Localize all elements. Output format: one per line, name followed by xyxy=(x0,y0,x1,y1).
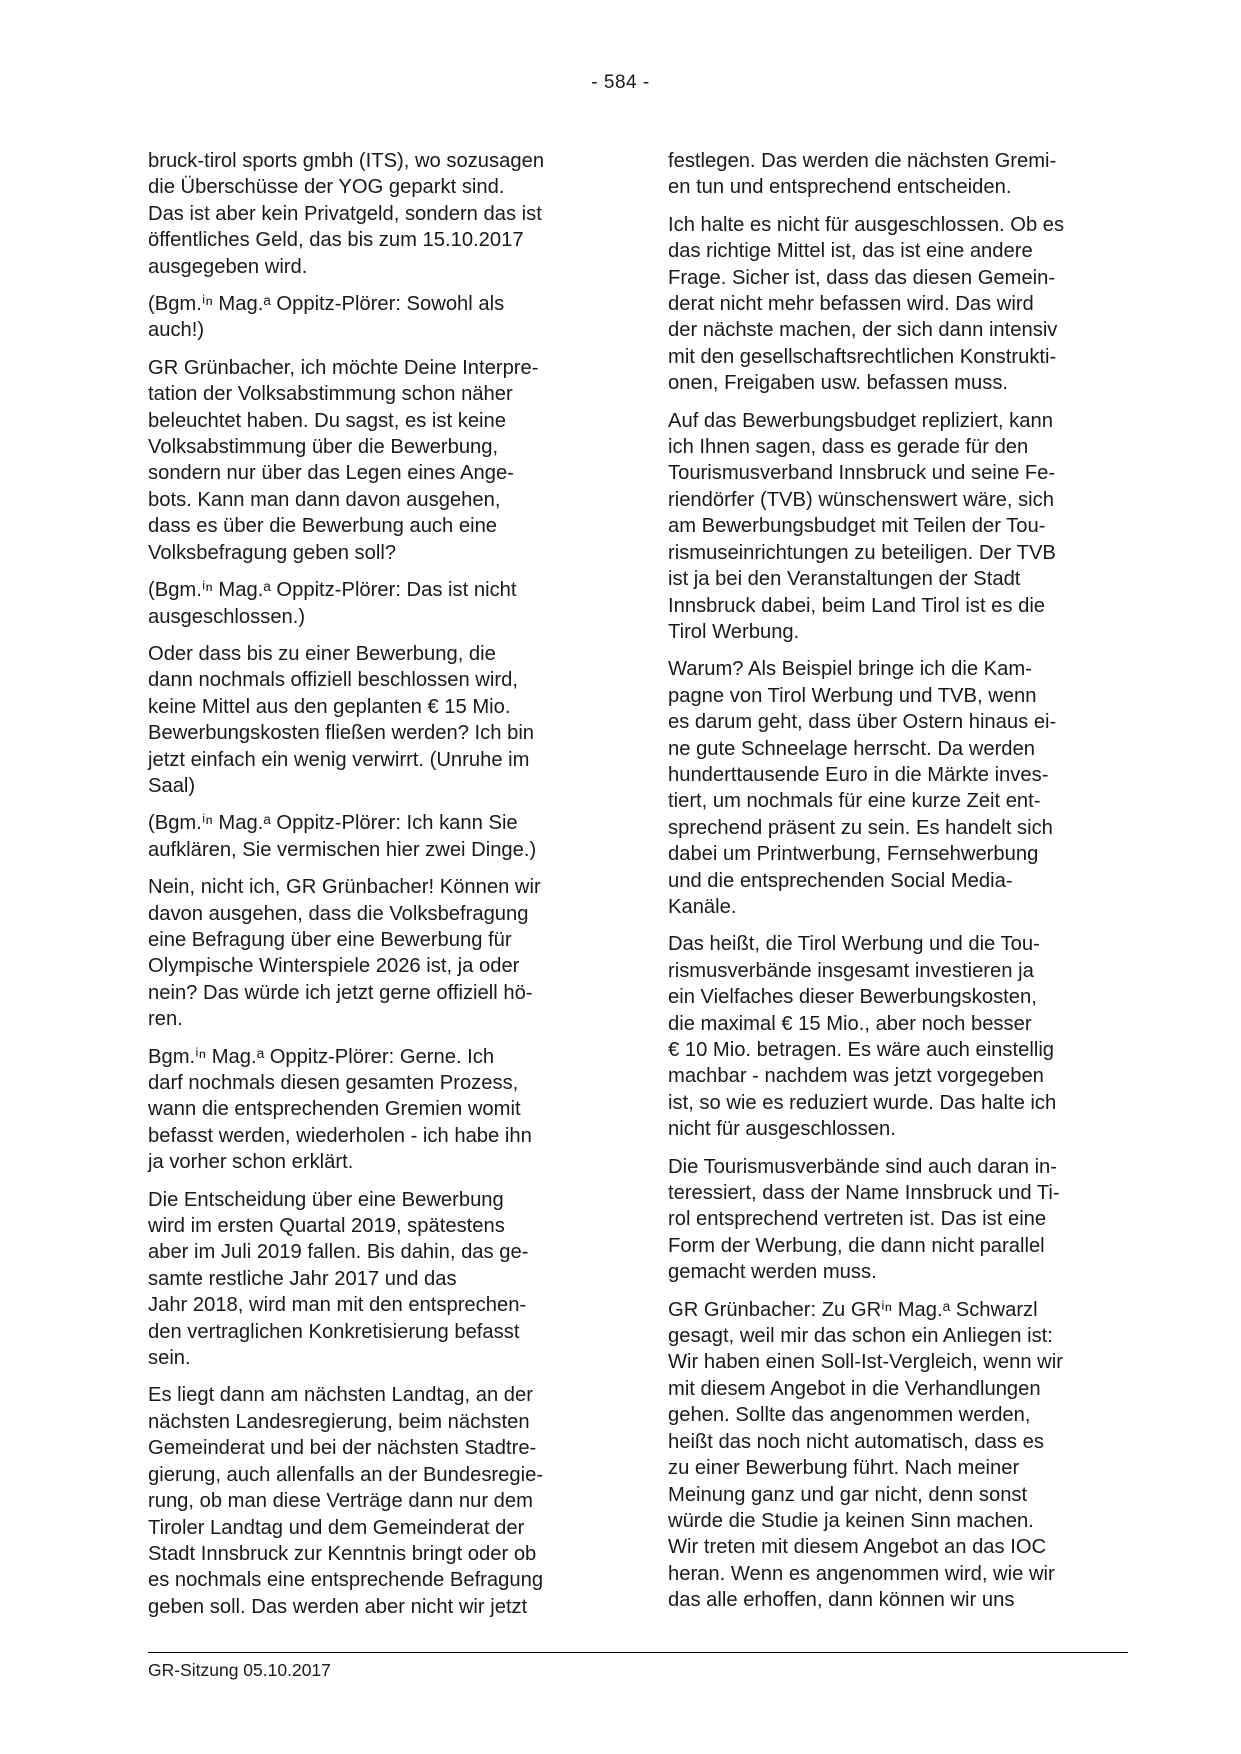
text-line: ren. xyxy=(148,1008,183,1031)
text-line: befasst werden, wiederholen - ich habe ihn xyxy=(148,1124,532,1147)
paragraph xyxy=(668,212,1128,397)
paragraph xyxy=(668,1154,1128,1286)
text-line: Kanäle. xyxy=(668,895,737,918)
paragraph xyxy=(668,656,1128,920)
text-line: Auf das Bewerbungsbudget repliziert, kann xyxy=(668,409,1053,432)
text-line: nicht für ausgeschlossen. xyxy=(668,1118,896,1141)
text-line: Nein, nicht ich, GR Grünbacher! Können wir xyxy=(148,876,541,899)
text-line: auch!) xyxy=(148,319,205,342)
text-line: Die Entscheidung über eine Bewerbung xyxy=(148,1188,504,1211)
text-line: Die Tourismusverbände sind auch daran in- xyxy=(668,1155,1058,1178)
text-line: pagne von Tirol Werbung und TVB, wenn xyxy=(668,684,1037,707)
paragraph xyxy=(148,1382,608,1620)
text-line: dabei um Printwerbung, Fernsehwerbung xyxy=(668,843,1039,866)
text-line: Gemeinderat und bei der nächsten Stadtre- xyxy=(148,1437,537,1460)
text-line: ist ja bei den Veranstaltungen der Stadt xyxy=(668,568,1021,591)
text-line: wird im ersten Quartal 2019, spätestens xyxy=(148,1215,505,1238)
text-line: Frage. Sicher ist, dass das diesen Gemein- xyxy=(668,266,1056,289)
text-line: keine Mittel aus den geplanten € 15 Mio. xyxy=(148,695,511,718)
text-line: darf nochmals diesen gesamten Prozess, xyxy=(148,1072,519,1094)
text-line: bruck-tirol sports gmbh (ITS), wo sozusagen xyxy=(148,150,545,172)
text-line: tation der Volksabstimmung schon näher xyxy=(148,383,513,406)
text-line: Oder dass bis zu einer Bewerbung, die xyxy=(148,642,496,665)
text-line: Tiroler Landtag und dem Gemeinderat der xyxy=(148,1516,525,1539)
text-line: onen, Freigaben usw. befassen muss. xyxy=(668,372,1009,395)
text-line: die Überschüsse der YOG geparkt sind. xyxy=(148,176,505,199)
text-line: derat nicht mehr befassen wird. Das wird xyxy=(668,293,1034,316)
text-line: riendörfer (TVB) wünschenswert wäre, sich xyxy=(668,488,1054,511)
text-line: mit diesem Angebot in die Verhandlungen xyxy=(668,1377,1041,1400)
text-line: Bewerbungskosten fließen werden? Ich bin xyxy=(148,722,535,745)
interjection xyxy=(148,291,608,344)
interjection xyxy=(148,810,608,863)
text-line: Wir treten mit diesem Angebot an das IOC xyxy=(668,1536,1047,1559)
text-line: rung, ob man diese Verträge dann nur dem xyxy=(148,1490,533,1513)
paragraph xyxy=(148,1187,608,1372)
text-line: Warum? Als Beispiel bringe ich die Kam- xyxy=(668,658,1032,681)
text-line: mit den gesellschaftsrechtlichen Konstrukti- xyxy=(668,345,1057,368)
text-line: GR Grünbacher, ich möchte Deine Interpre- xyxy=(148,356,539,379)
text-line: Olympische Winterspiele 2026 ist, ja oder xyxy=(148,955,520,978)
footer-session-date: GR-Sitzung 05.10.2017 xyxy=(148,1660,331,1680)
paragraph xyxy=(668,931,1128,1142)
text-line: Wir haben einen Soll-Ist-Vergleich, wenn wir xyxy=(668,1351,1063,1374)
text-line: beleuchtet haben. Du sagst, es ist keine xyxy=(148,409,506,432)
text-line: samte restliche Jahr 2017 und das xyxy=(148,1267,457,1290)
text-line: sein. xyxy=(148,1347,191,1370)
text-line: Saal) xyxy=(148,774,196,797)
text-line: machbar - nachdem was jetzt vorgegeben xyxy=(668,1065,1044,1088)
text-line: ausgegeben wird. xyxy=(148,255,308,278)
text-line: gemacht werden muss. xyxy=(668,1261,877,1284)
text-line: jetzt einfach ein wenig verwirrt. (Unruhe im xyxy=(148,748,530,771)
speaker-paragraph xyxy=(668,1297,1128,1614)
text-line: das alle erhoffen, dann können wir uns xyxy=(668,1589,1015,1612)
text-line: Meinung ganz und gar nicht, denn sonst xyxy=(668,1483,1028,1506)
text-line: Das ist aber kein Privatgeld, sondern das ist xyxy=(148,202,542,225)
text-line: nein? Das würde ich jetzt gerne offiziell hö- xyxy=(148,981,533,1004)
text-line: rismusverbände insgesamt investieren ja xyxy=(668,959,1034,982)
text-line: Jahr 2018, wird man mit den entsprechen- xyxy=(148,1294,527,1317)
interjection xyxy=(148,577,608,630)
text-line: gesagt, weil mir das schon ein Anliegen ist: xyxy=(668,1325,1053,1348)
right-column xyxy=(668,148,1128,1625)
paragraph xyxy=(148,355,608,566)
text-line: bots. Kann man dann davon ausgehen, xyxy=(148,488,501,511)
text-line: eine Befragung über eine Bewerbung für xyxy=(148,928,512,951)
text-line: davon ausgehen, dass die Volksbefragung xyxy=(148,902,529,925)
text-line: aber im Juli 2019 fallen. Bis dahin, das ge- xyxy=(148,1241,529,1264)
text-line: der nächste machen, der sich dann intensiv xyxy=(668,319,1058,342)
text-line: würde die Studie ja keinen Sinn machen. xyxy=(668,1509,1034,1532)
text-line: Bgm.ⁱⁿ Mag.ᵃ Oppitz-Plörer: Gerne. Ich xyxy=(148,1045,495,1068)
text-line: öffentliches Geld, das bis zum 15.10.2017 xyxy=(148,229,524,252)
text-line: am Bewerbungsbudget mit Teilen der Tou- xyxy=(668,515,1046,538)
text-line: sondern nur über das Legen eines Ange- xyxy=(148,462,514,485)
text-line: heißt das noch nicht automatisch, dass es xyxy=(668,1430,1044,1453)
paragraph xyxy=(668,408,1128,646)
text-line: dann nochmals offiziell beschlossen wird, xyxy=(148,669,518,692)
paragraph xyxy=(668,148,1128,201)
text-line: ja vorher schon erklärt. xyxy=(148,1151,354,1174)
text-line: heran. Wenn es angenommen wird, wie wir xyxy=(668,1562,1055,1585)
text-line: ich Ihnen sagen, dass es gerade für den xyxy=(668,436,1029,459)
left-column xyxy=(148,148,608,1631)
text-line: Ich halte es nicht für ausgeschlossen. Ob es xyxy=(668,213,1065,236)
text-line: ausgeschlossen.) xyxy=(148,605,306,628)
footer-divider xyxy=(148,1652,1128,1653)
text-line: rol entsprechend vertreten ist. Das ist eine xyxy=(668,1208,1047,1231)
text-line: es darum geht, dass über Ostern hinaus ei- xyxy=(668,711,1057,734)
text-line: gehen. Sollte das angenommen werden, xyxy=(668,1404,1031,1427)
speaker-paragraph xyxy=(148,1044,608,1176)
text-line: sprechend präsent zu sein. Es handelt sich xyxy=(668,816,1053,839)
text-line: GR Grünbacher: Zu GRⁱⁿ Mag.ᵃ Schwarzl xyxy=(668,1298,1038,1321)
text-line: tiert, um nochmals für eine kurze Zeit ent- xyxy=(668,790,1041,813)
text-line: Volksabstimmung über die Bewerbung, xyxy=(148,436,499,459)
text-line: es nochmals eine entsprechende Befragung xyxy=(148,1569,544,1592)
text-line: ist, so wie es reduziert wurde. Das halte ich xyxy=(668,1091,1057,1114)
text-line: dass es über die Bewerbung auch eine xyxy=(148,515,498,538)
text-line: ein Vielfaches dieser Bewerbungskosten, xyxy=(668,986,1037,1009)
text-line: (Bgm.ⁱⁿ Mag.ᵃ Oppitz-Plörer: Das ist nicht xyxy=(148,579,517,602)
paragraph xyxy=(148,148,608,280)
text-line: zu einer Bewerbung führt. Nach meiner xyxy=(668,1457,1020,1480)
text-line: Stadt Innsbruck zur Kenntnis bringt oder ob xyxy=(148,1542,537,1565)
text-line: Innsbruck dabei, beim Land Tirol ist es die xyxy=(668,594,1046,617)
text-line: Es liegt dann am nächsten Landtag, an der xyxy=(148,1384,533,1407)
text-line: Das heißt, die Tirol Werbung und die Tou- xyxy=(668,933,1040,956)
text-line: die maximal € 15 Mio., aber noch besser xyxy=(668,1012,1032,1035)
text-line: gierung, auch allenfalls an der Bundesregie- xyxy=(148,1463,544,1486)
text-line: Volksbefragung geben soll? xyxy=(148,541,397,564)
text-line: geben soll. Das werden aber nicht wir jetzt xyxy=(148,1595,528,1618)
text-line: ne gute Schneelage herrscht. Da werden xyxy=(668,737,1035,760)
text-line: € 10 Mio. betragen. Es wäre auch einstellig xyxy=(668,1039,1055,1061)
text-line: Form der Werbung, die dann nicht parallel xyxy=(668,1234,1045,1257)
text-line: Tirol Werbung. xyxy=(668,620,800,643)
text-line: rismuseinrichtungen zu beteiligen. Der TVB xyxy=(668,541,1056,564)
text-line: aufklären, Sie vermischen hier zwei Dinge.) xyxy=(148,838,537,861)
text-line: (Bgm.ⁱⁿ Mag.ᵃ Oppitz-Plörer: Sowohl als xyxy=(148,293,505,316)
paragraph xyxy=(148,641,608,799)
text-line: das richtige Mittel ist, das ist eine andere xyxy=(668,240,1033,263)
text-line: und die entsprechenden Social Media- xyxy=(668,869,1013,892)
text-line: en tun und entsprechend entscheiden. xyxy=(668,176,1012,199)
text-line: festlegen. Das werden die nächsten Gremi- xyxy=(668,150,1057,172)
text-line: teressiert, dass der Name Innsbruck und Ti- xyxy=(668,1182,1060,1205)
text-line: nächsten Landesregierung, beim nächsten xyxy=(148,1410,530,1433)
text-line: wann die entsprechenden Gremien womit xyxy=(148,1098,521,1121)
paragraph xyxy=(148,874,608,1032)
text-line: den vertraglichen Konkretisierung befasst xyxy=(148,1320,520,1343)
text-line: (Bgm.ⁱⁿ Mag.ᵃ Oppitz-Plörer: Ich kann Sie xyxy=(148,812,518,835)
text-line: hunderttausende Euro in die Märkte inves- xyxy=(668,763,1049,786)
text-line: Tourismusverband Innsbruck und seine Fe- xyxy=(668,462,1056,485)
page-number: - 584 - xyxy=(591,72,650,93)
